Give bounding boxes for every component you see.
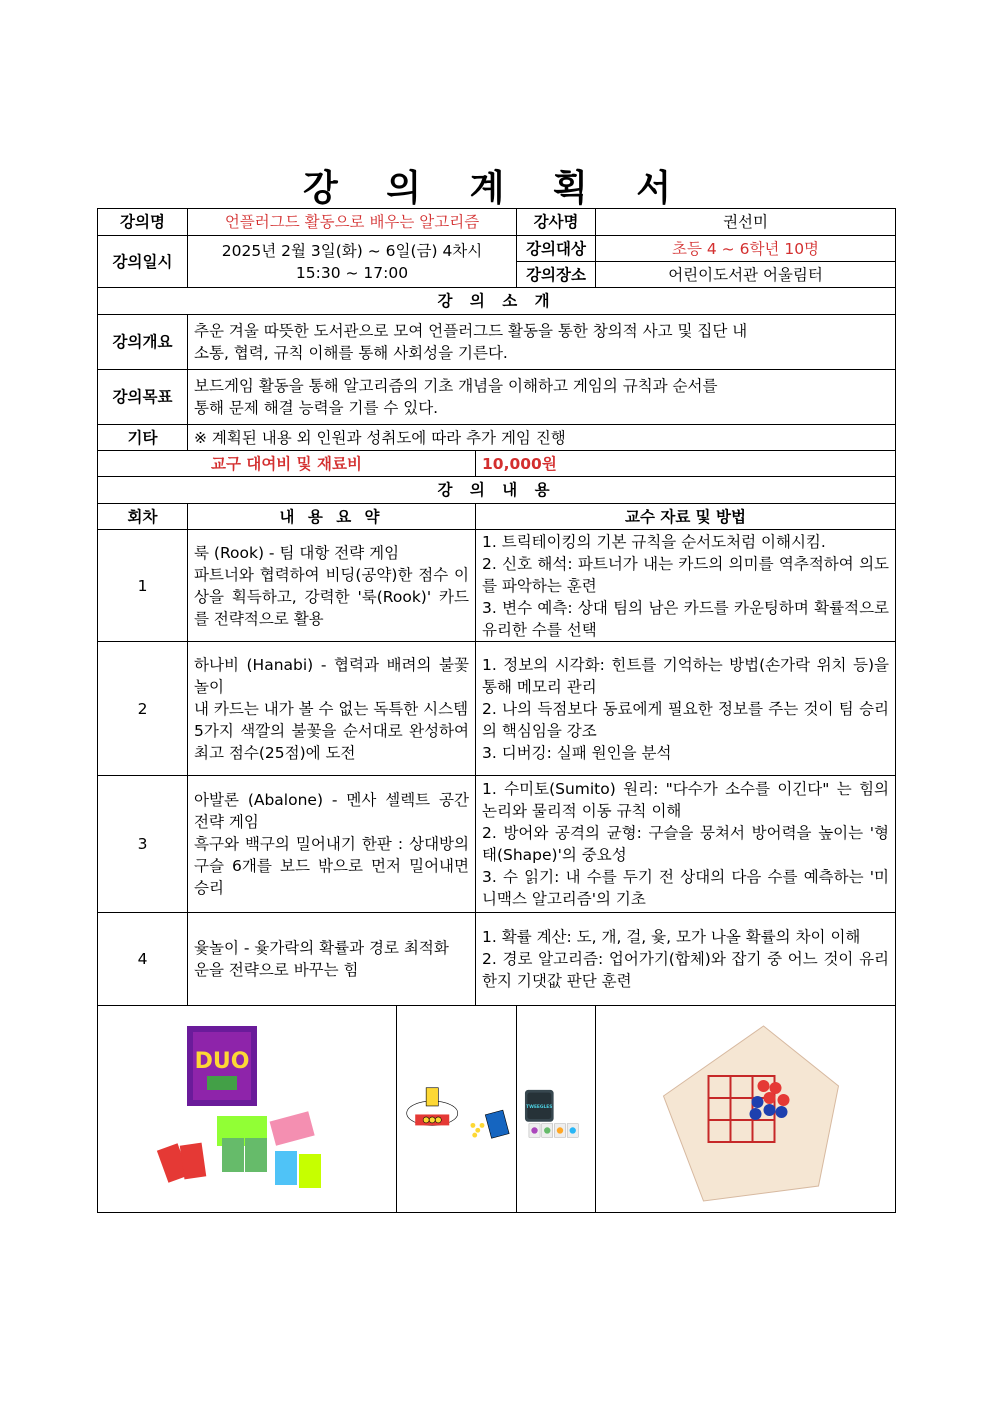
method-line: 1. 확률 계산: 도, 개, 걸, 윷, 모가 나올 확률의 차이 이해 xyxy=(482,928,861,946)
summary-cell xyxy=(188,530,476,642)
goal-line: 통해 문제 해결 능력을 기를 수 있다. xyxy=(194,399,439,417)
session-number: 1 xyxy=(98,530,188,642)
intro-section-title: 강 의 소 개 xyxy=(98,288,896,315)
hanabi-game-image xyxy=(397,1006,517,1213)
goal xyxy=(188,370,896,425)
session-number: 4 xyxy=(98,913,188,1006)
target-label: 강의대상 xyxy=(517,236,596,262)
instructor-label: 강사명 xyxy=(517,209,596,236)
col-method-header: 교수 자료 및 방법 xyxy=(476,504,896,530)
duo-game-illustration xyxy=(98,1006,396,1212)
method-line: 3. 디버깅: 실패 원인을 분석 xyxy=(482,743,672,762)
overview xyxy=(188,315,896,370)
tweegles-game-illustration xyxy=(517,1006,595,1212)
place: 어린이도서관 어울림터 xyxy=(596,262,896,288)
session-number: 3 xyxy=(98,776,188,913)
summary-title: 룩 (Rook) - 팀 대항 전략 게임 xyxy=(194,543,400,562)
summary-line: 내 카드는 내가 볼 수 없는 독특한 시스템 xyxy=(194,699,469,718)
schedule xyxy=(188,236,517,288)
cost-label: 교구 대여비 및 재료비 xyxy=(98,451,476,477)
etc-label: 기타 xyxy=(98,425,188,451)
overview-line: 소통, 협력, 규칙 이해를 통해 사회성을 기른다. xyxy=(194,344,508,362)
method-cell xyxy=(476,642,896,776)
method-cell xyxy=(476,530,896,642)
tweegles-logo-text: TWEEGLES xyxy=(526,1104,553,1110)
col-session-header: 회차 xyxy=(98,504,188,530)
goal-label: 강의목표 xyxy=(98,370,188,425)
board-game-image xyxy=(596,1006,896,1213)
summary-line: 5가지 색깔의 불꽃을 순서대로 완성하여 최고 점수(25점)에 도전 xyxy=(194,721,469,762)
summary-title: 아발론 (Abalone) - 멘사 셀렉트 공간 전략 게임 xyxy=(194,791,469,831)
course-name-label: 강의명 xyxy=(98,209,188,236)
method-line: 2. 나의 득점보다 동료에게 필요한 정보를 주는 것이 팀 승리의 핵심임을 강조 xyxy=(482,699,890,740)
summary-line: 흑구와 백구의 밀어내기 한판 : 상대방의 구슬 6개를 보드 밖으로 먼저 밀어내면 승리 xyxy=(194,835,469,897)
summary-cell xyxy=(188,913,476,1006)
instructor: 권선미 xyxy=(596,209,896,236)
overview-line: 추운 겨울 따뜻한 도서관으로 모여 언플러그드 활동을 통한 창의적 사고 및 집단 내 xyxy=(194,322,748,340)
tweegles-game-image xyxy=(517,1006,596,1213)
summary-line: 운을 전략으로 바꾸는 힘 xyxy=(194,961,359,979)
place-label: 강의장소 xyxy=(517,262,596,288)
duo-game-image xyxy=(98,1006,397,1213)
lecture-plan-table xyxy=(97,208,896,1213)
target: 초등 4 ~ 6학년 10명 xyxy=(596,236,896,262)
summary-line: 파트너와 협력하여 비딩(공약)한 점수 이상을 획득하고, 강력한 '룩(Rook)' 카드를 전략적으로 활용 xyxy=(194,565,469,628)
method-line: 2. 방어와 공격의 균형: 구슬을 뭉쳐서 방어력을 높이는 '형태(Shape)'의 중요성 xyxy=(482,824,890,864)
etc: ※ 계획된 내용 외 인원과 성취도에 따라 추가 게임 진행 xyxy=(188,425,896,451)
method-cell xyxy=(476,776,896,913)
schedule-date: 2025년 2월 3일(화) ~ 6일(금) 4차시 xyxy=(221,241,483,260)
hanabi-game-illustration xyxy=(397,1006,516,1212)
cost-value: 10,000원 xyxy=(476,451,896,477)
content-section-title: 강 의 내 용 xyxy=(98,477,896,504)
course-name: 언플러그드 활동으로 배우는 알고리즘 xyxy=(188,209,517,236)
method-line: 1. 수미토(Sumito) 원리: "다수가 소수를 이긴다" 는 힘의 논리와 물리적 이동 규칙 이해 xyxy=(482,780,890,820)
method-line: 2. 신호 해석: 파트너가 내는 카드의 의미를 역추적하여 의도를 파악하는 훈련 xyxy=(482,554,890,595)
method-cell xyxy=(476,913,896,1006)
goal-line: 보드게임 활동을 통해 알고리즘의 기초 개념을 이해하고 게임의 규칙과 순서를 xyxy=(194,377,718,395)
summary-cell xyxy=(188,776,476,913)
table-row xyxy=(98,776,896,913)
method-line: 2. 경로 알고리즘: 업어가기(합체)와 잡기 중 어느 것이 유리한지 기댓값 판단 훈련 xyxy=(482,950,890,990)
method-line: 3. 변수 예측: 상대 팀의 남은 카드를 카운팅하며 확률적으로 유리한 수를 선택 xyxy=(482,598,890,639)
method-line: 3. 수 읽기: 내 수를 두기 전 상대의 다음 수를 예측하는 '미니맥스 알고리즘'의 기초 xyxy=(482,868,890,908)
table-row xyxy=(98,642,896,776)
schedule-label: 강의일시 xyxy=(98,236,188,288)
overview-label: 강의개요 xyxy=(98,315,188,370)
summary-cell xyxy=(188,642,476,776)
method-line: 1. 정보의 시각화: 힌트를 기억하는 방법(손가락 위치 등)을 통해 메모리 관리 xyxy=(482,655,890,696)
method-line: 1. 트릭테이킹의 기본 규칙을 순서도처럼 이해시킴. xyxy=(482,532,826,551)
session-number: 2 xyxy=(98,642,188,776)
summary-title: 윷놀이 - 윷가락의 확률과 경로 최적화 xyxy=(194,939,449,957)
col-summary-header: 내 용 요 약 xyxy=(188,504,476,530)
board-game-illustration xyxy=(596,1006,895,1212)
schedule-time: 15:30 ~ 17:00 xyxy=(295,263,409,282)
table-row xyxy=(98,913,896,1006)
duo-logo-text: DUO xyxy=(194,1049,250,1074)
summary-title: 하나비 (Hanabi) - 협력과 배려의 불꽃놀이 xyxy=(194,655,469,696)
page-title: 강 의 계 획 서 xyxy=(302,167,689,209)
table-row xyxy=(98,530,896,642)
